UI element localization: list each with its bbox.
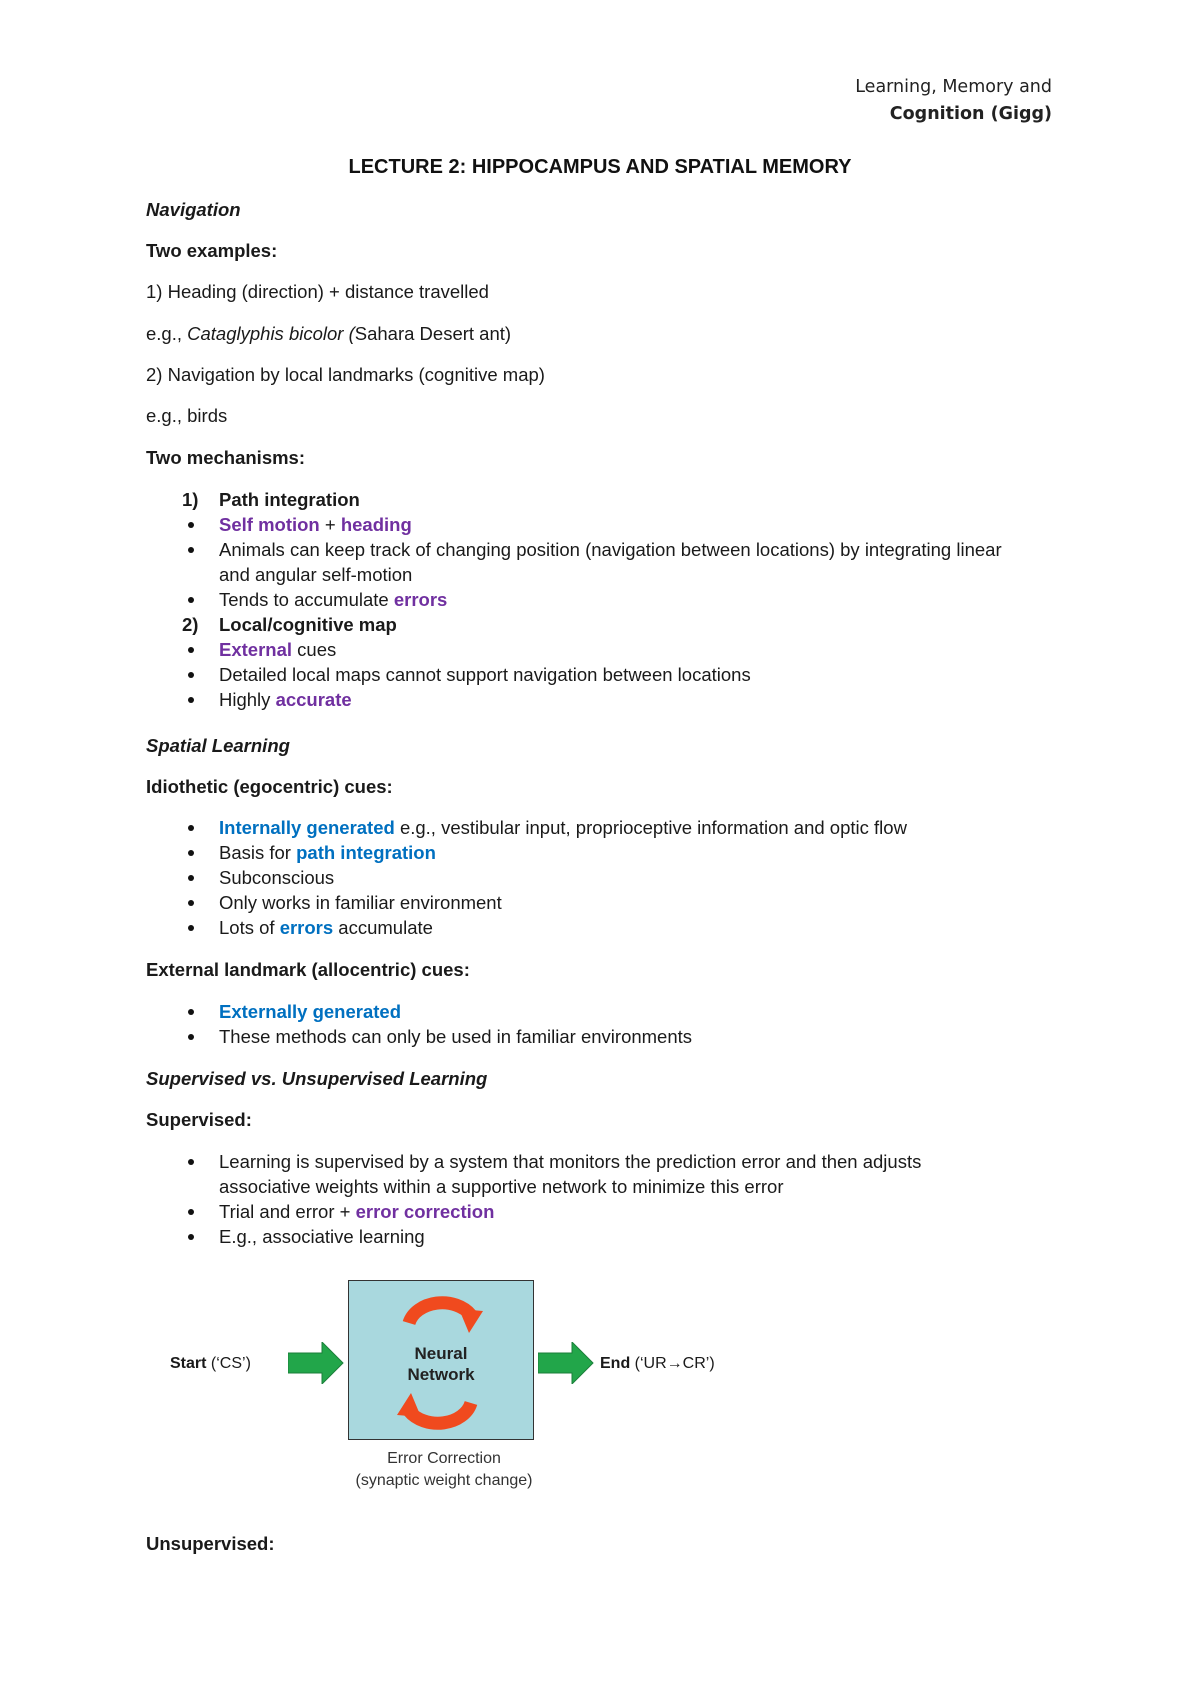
text-run: Basis for [219,842,297,863]
bullet-icon [188,1034,194,1040]
error-correction-line-1: Error Correction [387,1450,501,1467]
list-item [0,915,1009,940]
page-title: LECTURE 2: HIPPOCAMPUS AND SPATIAL MEMORY [348,156,852,178]
list-item [0,1149,1009,1199]
list-number: 1) [182,489,199,510]
highlight-term: External [219,639,293,660]
input-arrow-icon [288,1342,344,1384]
bullet-icon [188,547,194,553]
list-item [0,1024,1009,1049]
text-run: cues [292,639,337,660]
highlight-term: Internally generated [219,817,395,838]
list-item [0,537,1009,587]
bullet-icon [188,1009,194,1015]
bullet-icon [188,597,194,603]
supervised-learning-diagram [160,1280,760,1500]
bullet-icon [188,850,194,856]
idiothetic-heading: Idiothetic (egocentric) cues: [146,776,393,797]
text-run: Trial and error + [219,1201,356,1222]
start-label [170,1355,251,1373]
species-name: Cataglyphis bicolor ( [187,323,355,344]
error-correction-line-2: (synaptic weight change) [355,1472,533,1489]
list-item [0,890,1009,915]
bullet-icon [188,925,194,931]
highlight-term: Self motion [219,514,320,535]
section-heading-supervised: Supervised vs. Unsupervised Learning [146,1068,488,1089]
external-cues-heading: External landmark (allocentric) cues: [146,959,470,980]
list-item [0,865,1009,890]
bullet-icon [188,672,194,678]
mechanism-title: Path integration [219,489,360,510]
section-heading-navigation: Navigation [146,199,241,220]
list-item [0,587,1009,612]
bullet-icon [188,647,194,653]
text-run: Tends to accumulate [219,589,394,610]
bullet-icon [188,1159,194,1165]
bullet-icon [188,825,194,831]
list-item [0,687,1009,712]
header-line-2: Cognition (Gigg) [889,104,1052,124]
end-label-rest: (‘UR→CR’) [630,1355,715,1372]
mechanisms-list [0,487,1009,712]
highlight-term: heading [340,514,412,535]
text-run: Lots of [219,917,280,938]
mechanism-title: Local/cognitive map [219,614,397,635]
end-label-bold: End [600,1355,631,1372]
list-item [0,487,1009,512]
example-2-eg: e.g., birds [146,405,228,426]
example-1: 1) Heading (direction) + distance travelled [146,281,489,302]
list-item [0,512,1009,537]
highlight-term: error correction [355,1201,495,1222]
text-run: + [319,514,341,535]
section-heading-spatial-learning: Spatial Learning [146,735,290,756]
highlight-term: errors [279,917,334,938]
list-number: 2) [182,614,199,635]
text-run: e.g., vestibular input, proprioceptive information and optic flow [394,817,907,838]
text-run: Highly [219,689,276,710]
bullet-icon [188,1234,194,1240]
highlight-term: errors [393,589,448,610]
neural-network-box [348,1280,534,1440]
eg-prefix: e.g., [146,323,188,344]
example-1-eg [146,322,511,346]
two-mechanisms-heading: Two mechanisms: [146,447,306,468]
eg-suffix: Sahara Desert ant) [354,323,512,344]
output-arrow-icon [538,1342,594,1384]
start-label-rest: (‘CS’) [206,1355,251,1372]
highlight-term: accurate [275,689,352,710]
bullet-icon [188,900,194,906]
neural-network-label [349,1343,533,1385]
list-item [0,840,1009,865]
bullet-icon [188,697,194,703]
text-run: Detailed local maps cannot support navigation between locations [219,664,751,685]
text-run: Animals can keep track of changing position (navigation between locations) by integrating linear and angular self-motion [219,539,1002,585]
text-run: Subconscious [219,867,335,888]
list-item [0,662,1009,687]
nn-line-2: Network [407,1365,475,1384]
error-correction-label [330,1448,558,1492]
list-item [0,815,1009,840]
external-cues-list [0,999,1009,1049]
page-header [855,74,1052,128]
end-label [600,1355,715,1373]
list-item [0,1199,1009,1224]
list-item [0,1224,1009,1249]
example-2: 2) Navigation by local landmarks (cognitive map) [146,364,545,385]
bullet-icon [188,522,194,528]
text-run: These methods can only be used in familiar environments [219,1026,693,1047]
cycle-arrow-bottom-icon [395,1385,479,1437]
list-item [0,612,1009,637]
header-line-1: Learning, Memory and [855,77,1052,97]
cycle-arrow-top-icon [401,1289,485,1341]
nn-line-1: Neural [414,1344,468,1363]
bullet-icon [188,875,194,881]
unsupervised-heading: Unsupervised: [146,1533,275,1554]
idiothetic-list [0,815,1009,940]
text-run: Learning is supervised by a system that monitors the prediction error and then adjusts associative weights within a supportive network to minimize this error [219,1151,922,1197]
text-run: accumulate [333,917,433,938]
two-examples-heading: Two examples: [146,240,278,261]
text-run: Only works in familiar environment [219,892,502,913]
highlight-term: path integration [296,842,436,863]
bullet-icon [188,1209,194,1215]
supervised-list [0,1149,1009,1249]
text-run: E.g., associative learning [219,1226,425,1247]
highlight-term: Externally generated [219,1001,401,1022]
start-label-bold: Start [170,1355,207,1372]
supervised-heading: Supervised: [146,1109,252,1130]
list-item [0,637,1009,662]
list-item [0,999,1009,1024]
